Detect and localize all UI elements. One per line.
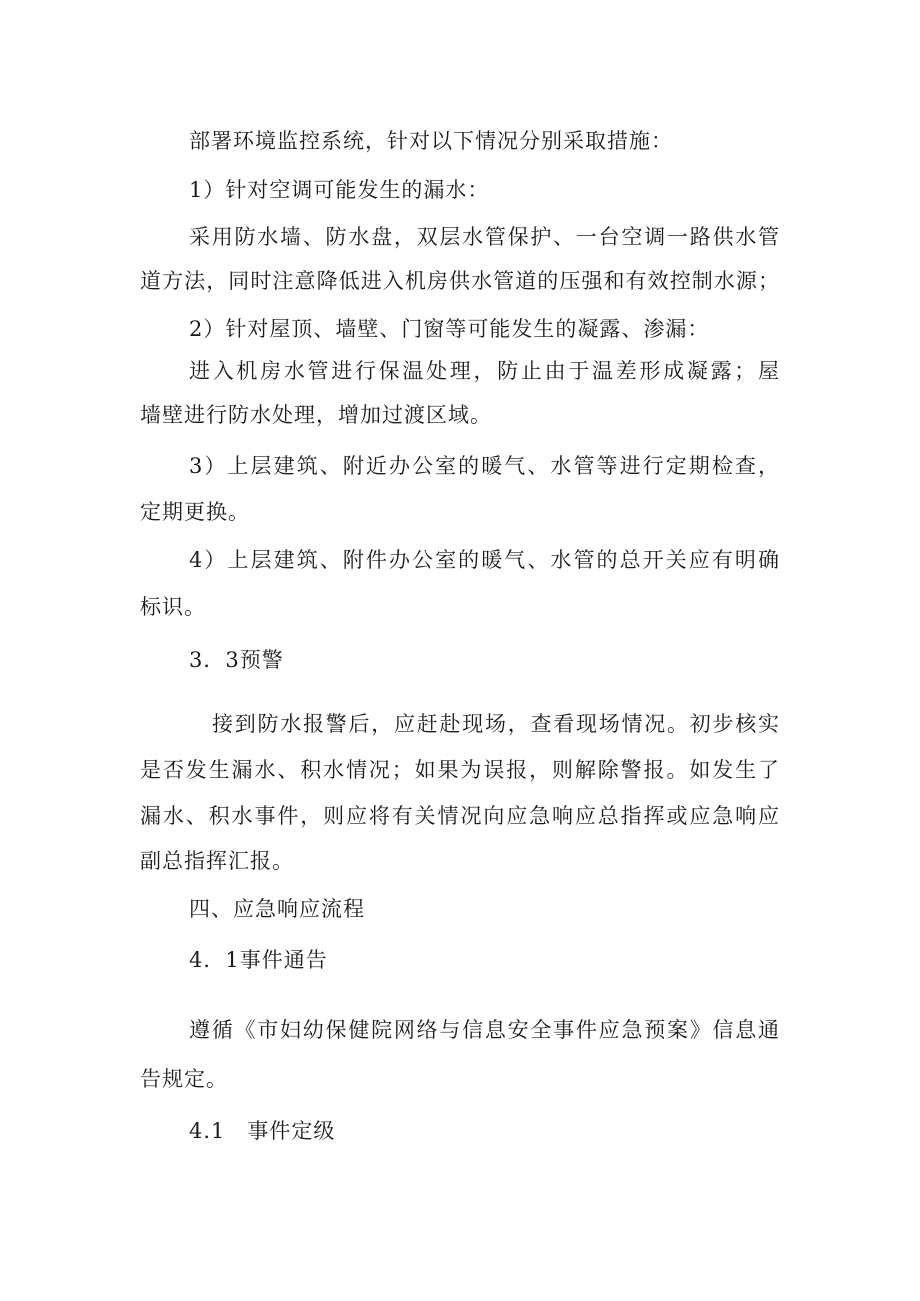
- paragraph-line: 部署环境监控系统，针对以下情况分别采取措施：: [189, 129, 673, 153]
- list-item-heading: 1）针对空调可能发生的漏水：: [189, 178, 490, 202]
- paragraph-line: 道方法，同时注意降低进入机房供水管道的压强和有效控制水源；: [140, 269, 780, 293]
- paragraph-line: 漏水、积水事件，则应将有关情况向应急响应总指挥或应急响应: [140, 804, 780, 828]
- paragraph-line: 接到防水报警后，应赶赴现场，查看现场情况。初步核实: [212, 712, 780, 736]
- section-heading: 4．1事件通告: [189, 948, 328, 972]
- list-item-heading: 2）针对屋顶、墙壁、门窗等可能发生的凝露、渗漏：: [189, 317, 710, 341]
- section-heading: 四、应急响应流程: [189, 897, 365, 921]
- paragraph-line: 进入机房水管进行保温处理，防止由于温差形成凝露；屋: [189, 359, 780, 383]
- paragraph-line: 标识。: [140, 595, 206, 619]
- section-heading: 4.1 事件定级: [189, 1119, 336, 1143]
- list-item-heading: 4）上层建筑、附件办公室的暖气、水管的总开关应有明确: [189, 548, 780, 572]
- paragraph-line: 告规定。: [140, 1067, 228, 1091]
- paragraph-line: 是否发生漏水、积水情况；如果为误报，则解除警报。如发生了: [140, 758, 780, 782]
- section-heading: 3．3预警: [189, 648, 284, 672]
- paragraph-line: 墙壁进行防水处理，增加过渡区域。: [140, 403, 492, 427]
- paragraph-line: 定期更换。: [140, 500, 250, 524]
- paragraph-line: 遵循《市妇幼保健院网络与信息安全事件应急预案》信息通: [189, 1018, 780, 1042]
- paragraph-line: 采用防水墙、防水盘，双层水管保护、一台空调一路供水管: [189, 225, 780, 249]
- paragraph-line: 副总指挥汇报。: [140, 849, 294, 873]
- list-item-heading: 3）上层建筑、附近办公室的暖气、水管等进行定期检查，: [189, 454, 780, 478]
